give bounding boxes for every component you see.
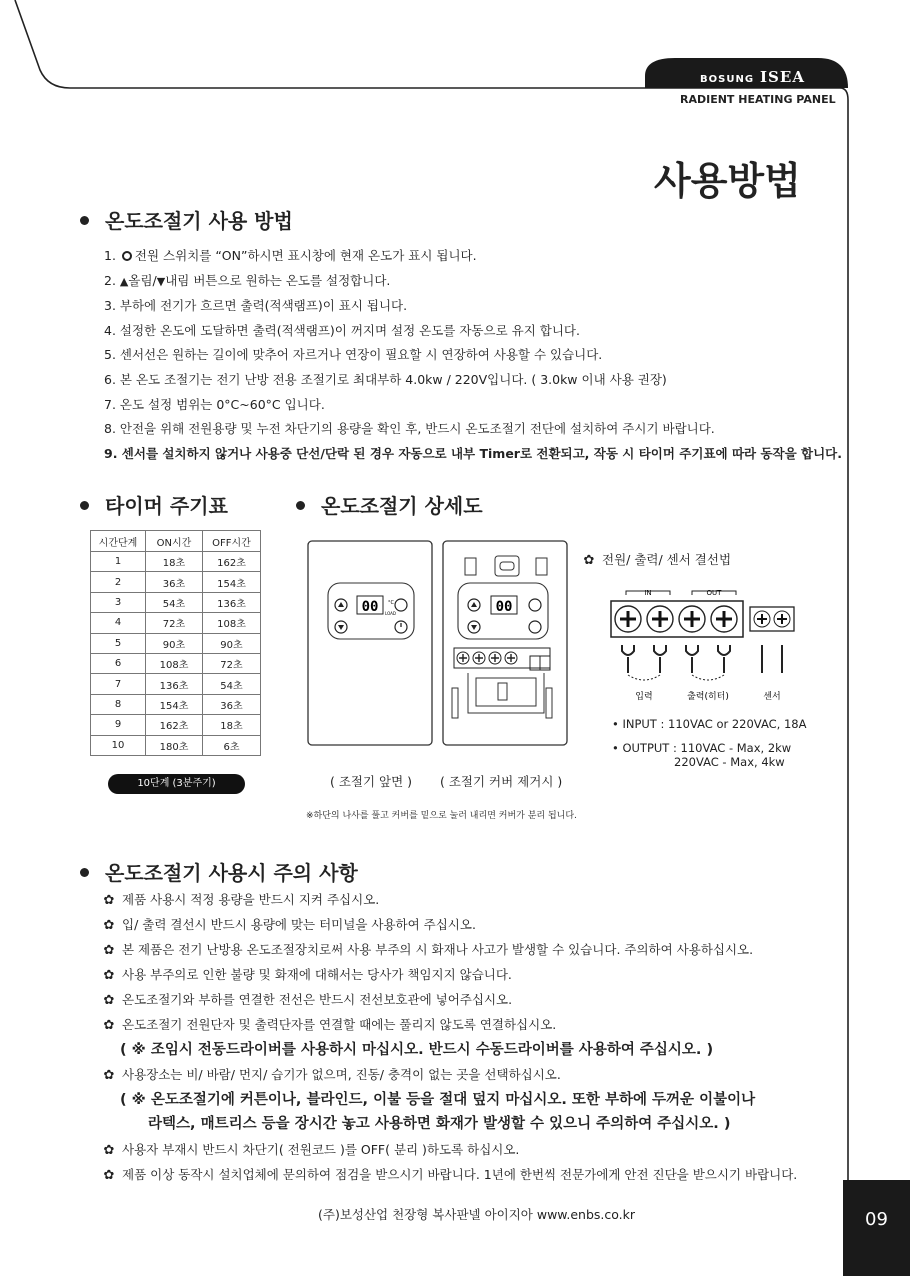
list-item: ✿ 사용장소는 비/ 바람/ 먼지/ 습기가 없으며, 진동/ 충격이 없는 곳을 선택하십시오. <box>103 1067 561 1083</box>
table-cell: 162초 <box>146 715 203 735</box>
table-cell: 36초 <box>203 694 261 714</box>
spec-output: • OUTPUT : 110VAC - Max, 2kw <box>612 741 792 755</box>
table-cell: 7 <box>91 674 146 694</box>
table-cell: 4 <box>91 613 146 633</box>
table-cell: 2 <box>91 572 146 592</box>
table-cell: 162초 <box>203 552 261 572</box>
svg-text:입력: 입력 <box>635 692 653 702</box>
controller-cover-removed-diagram <box>440 538 570 748</box>
table-row <box>91 613 261 633</box>
table-cell: 72초 <box>146 613 203 633</box>
gear-icon: ✿ <box>103 943 115 958</box>
page-title: 사용방법 <box>654 159 801 203</box>
table-cell: 1 <box>91 552 146 572</box>
list-item: ✿ 본 제품은 전기 난방용 온도조절장치로써 사용 부주의 시 화재나 사고가 발생할 수 있습니다. 주의하여 사용하십시오. <box>103 942 754 958</box>
list-item: 6. 본 온도 조절기는 전기 난방 전용 조절기로 최대부하 4.0kw / 220V입니다. ( 3.0kw 이내 사용 권장) <box>104 371 667 387</box>
table-cell: 9 <box>91 715 146 735</box>
list-item: 4. 설정한 온도에 도달하면 출력(적색램프)이 꺼지며 설정 온도를 자동으로 유지 합니다. <box>104 322 580 338</box>
gear-icon: ✿ <box>103 968 115 983</box>
gear-icon: ✿ <box>103 1168 115 1183</box>
svg-text:°C: °C <box>388 600 394 606</box>
table-row <box>91 715 261 735</box>
table-cell: 18초 <box>203 715 261 735</box>
table-cell: 108초 <box>146 653 203 673</box>
list-item: 3. 부하에 전기가 흐르면 출력(적색램프)이 표시 됩니다. <box>104 298 408 314</box>
list-item: 7. 온도 설정 범위는 0°C~60°C 입니다. <box>104 396 325 412</box>
usage-list <box>104 244 842 466</box>
list-item: 2. ▲올림/▼내림 버튼으로 원하는 온도를 설정합니다. <box>104 272 391 288</box>
column-header: OFF시간 <box>203 531 261 552</box>
table-cell: 36초 <box>146 572 203 592</box>
wiring-title: ✿ 전원/ 출력/ 센서 결선법 <box>583 552 732 568</box>
up-arrow-icon: ▲ <box>119 274 129 288</box>
table-cell: 10 <box>91 735 146 755</box>
table-cell: 5 <box>91 633 146 653</box>
svg-text:센서: 센서 <box>763 692 781 702</box>
footer-company: (주)보성산업 천장형 복사판넬 아이지아 www.enbs.co.kr <box>318 1207 636 1222</box>
column-header: ON시간 <box>146 531 203 552</box>
table-cell: 180초 <box>146 735 203 755</box>
list-item: ✿ 온도조절기와 부하를 연결한 전선은 반드시 전선보호관에 넣어주십시오. <box>103 992 513 1008</box>
wiring-diagram <box>608 585 798 705</box>
list-item: 1. 전원 스위치를 “ON”하시면 표시창에 현재 온도가 표시 됩니다. <box>104 248 477 263</box>
bullet-icon <box>80 868 89 877</box>
column-header: 시간단계 <box>91 531 146 552</box>
table-cell: 154초 <box>146 694 203 714</box>
table-cell: 18초 <box>146 552 203 572</box>
page-number: 09 <box>843 1180 910 1276</box>
bullet-icon <box>296 501 305 510</box>
table-cell: 72초 <box>203 653 261 673</box>
table-cell: 136초 <box>203 592 261 612</box>
brand-subtitle: RADIENT HEATING PANEL <box>680 93 836 106</box>
svg-text:OUT: OUT <box>706 589 722 597</box>
table-cell: 90초 <box>203 633 261 653</box>
table-row <box>91 735 261 755</box>
timer-table <box>90 530 261 756</box>
caption-cover-removed: ( 조절기 커버 제거시 ) <box>440 774 563 789</box>
cover-removal-note: ※하단의 나사를 풀고 커버를 밑으로 눌러 내리면 커버가 분리 됩니다. <box>306 811 577 821</box>
table-header-row <box>91 531 261 552</box>
spec-output-2: 220VAC - Max, 4kw <box>674 755 785 769</box>
table-row <box>91 633 261 653</box>
list-item: 5. 센서선은 원하는 길이에 맞추어 자르거나 연장이 필요할 시 연장하여 사용할 수 있습니다. <box>104 347 603 363</box>
gear-icon: ✿ <box>103 1143 115 1158</box>
list-item-emphasis: ( ※ 온도조절기에 커튼이나, 블라인드, 이불 등을 절대 덮지 마십시오. 또한 부하에 두꺼운 이불이나 <box>120 1092 756 1108</box>
controller-front-diagram <box>305 538 435 748</box>
list-item: 9. 센서를 설치하지 않거나 사용중 단선/단락 된 경우 자동으로 내부 Timer로 전환되고, 작동 시 타이머 주기표에 따라 동작을 합니다. <box>104 445 842 461</box>
bullet-icon <box>80 501 89 510</box>
brand-logo: BOSUNG ISEA <box>700 68 805 86</box>
table-cell: 136초 <box>146 674 203 694</box>
list-item-emphasis: ( ※ 조임시 전동드라이버를 사용하시 마십시오. 반드시 수동드라이버를 사용하여 주십시오. ) <box>120 1042 714 1058</box>
table-row <box>91 694 261 714</box>
table-row <box>91 552 261 572</box>
gear-icon: ✿ <box>103 893 115 908</box>
list-item: ✿ 입/ 출력 결선시 반드시 용량에 맞는 터미널을 사용하여 주십시오. <box>103 917 476 933</box>
gear-icon: ✿ <box>103 1068 115 1083</box>
list-item: ✿ 온도조절기 전원단자 및 출력단자를 연결할 때에는 풀리지 않도록 연결하십시오. <box>103 1017 557 1033</box>
list-item: ✿ 제품 사용시 적정 용량을 반드시 지켜 주십시오. <box>103 892 380 908</box>
table-cell: 6초 <box>203 735 261 755</box>
caption-front: ( 조절기 앞면 ) <box>330 774 413 789</box>
list-item: ✿ 제품 이상 동작시 설치업체에 문의하여 점검을 받으시기 바랍니다. 1년에 한번씩 전문가에게 안전 진단을 받으시기 바랍니다. <box>103 1167 798 1183</box>
list-item: ✿ 사용 부주의로 인한 불량 및 화재에 대해서는 당사가 책임지지 않습니다. <box>103 967 512 983</box>
table-cell: 8 <box>91 694 146 714</box>
table-cell: 90초 <box>146 633 203 653</box>
table-row <box>91 592 261 612</box>
table-cell: 154초 <box>203 572 261 592</box>
section-heading-usage: 온도조절기 사용 방법 <box>80 205 293 234</box>
table-cell: 54초 <box>203 674 261 694</box>
gear-icon: ✿ <box>103 918 115 933</box>
display-digits: 00 <box>361 599 379 615</box>
timer-cycle-badge: 10단계 (3분주기) <box>108 774 245 794</box>
gear-icon: ✿ <box>103 1018 115 1033</box>
section-heading-caution: 온도조절기 사용시 주의 사항 <box>80 857 358 886</box>
table-cell: 108초 <box>203 613 261 633</box>
svg-text:IN: IN <box>644 589 652 597</box>
svg-text:출력(히터): 출력(히터) <box>687 692 729 702</box>
table-cell: 3 <box>91 592 146 612</box>
down-arrow-icon: ▼ <box>156 274 166 288</box>
svg-text:LOAD: LOAD <box>385 611 396 616</box>
spec-input: • INPUT : 110VAC or 220VAC, 18A <box>612 717 807 731</box>
power-icon <box>122 251 132 261</box>
list-item: ✿ 사용자 부재시 반드시 차단기( 전원코드 )를 OFF( 분리 )하도록 하십시오. <box>103 1142 520 1158</box>
list-item: 8. 안전을 위해 전원용량 및 누전 차단기의 용량을 확인 후, 반드시 온도조절기 전단에 설치하여 주시기 바랍니다. <box>104 421 715 437</box>
table-row <box>91 674 261 694</box>
table-cell: 54초 <box>146 592 203 612</box>
bullet-icon <box>80 216 89 225</box>
svg-text:00: 00 <box>495 599 513 615</box>
section-heading-detail: 온도조절기 상세도 <box>296 490 483 519</box>
gear-icon: ✿ <box>583 553 595 568</box>
gear-icon: ✿ <box>103 993 115 1008</box>
table-row <box>91 653 261 673</box>
list-item-emphasis: 라텍스, 매트리스 등을 장시간 놓고 사용하면 화재가 발생할 수 있으니 주의하여 주십시오. ) <box>148 1116 731 1132</box>
section-heading-timer: 타이머 주기표 <box>80 490 228 519</box>
table-cell: 6 <box>91 653 146 673</box>
table-row <box>91 572 261 592</box>
